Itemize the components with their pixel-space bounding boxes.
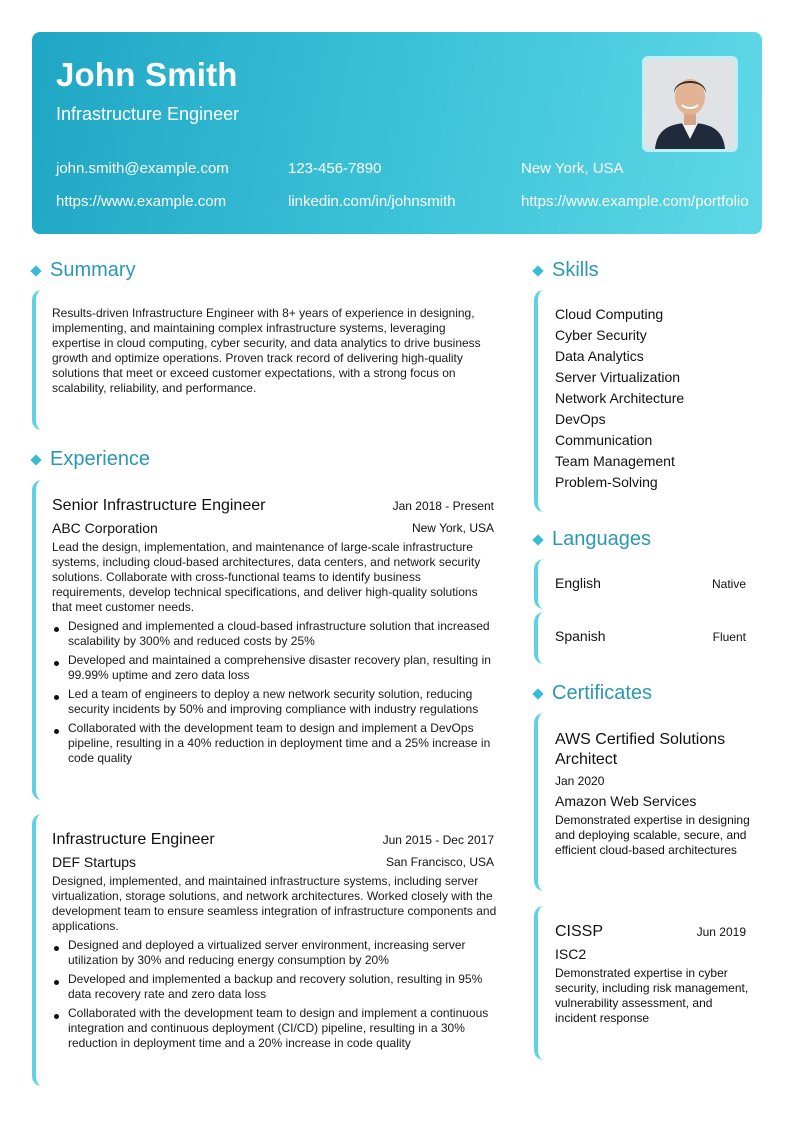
certificate-issuer: ISC2 (555, 946, 587, 962)
language-name: English (555, 575, 601, 591)
diamond-icon (532, 688, 543, 699)
candidate-role: Infrastructure Engineer (56, 104, 240, 124)
contact-website[interactable]: https://www.example.com (56, 193, 227, 210)
summary-heading-label: Summary (50, 259, 136, 281)
language-name: Spanish (555, 628, 606, 644)
summary-text: Results-driven Infrastructure Engineer with 8+ years of experience in designing, implementing, and maintaining complex infrastructure systems, leveraging expertise in cloud computing, cyber security, and data analytics to drive business growth and optimize operations. Proven track record of delivering high-quality solutions that meet or exceed customer expectations, with a strong focus on scalability, reliability, and performance. (52, 306, 481, 395)
certificate-border (534, 906, 548, 1060)
job-company: ABC Corporation (52, 520, 158, 536)
skill-item: Server Virtualization (555, 369, 681, 385)
certificate-description: Demonstrated expertise in designing and deploying scalable, secure, and efficient cloud-based architectures (555, 813, 750, 857)
contact-phone[interactable]: 123-456-7890 (288, 160, 382, 177)
resume-header (32, 32, 762, 234)
contact-location: New York, USA (521, 160, 624, 177)
list-item: Collaborated with the development team to design and implement a DevOps pipeline, resulting in a 40% reduction in deployment time and a 25% increase in code quality (52, 721, 497, 766)
job-achievements (52, 619, 497, 770)
contact-portfolio[interactable]: https://www.example.com/portfolio (521, 193, 749, 210)
contact-email[interactable]: john.smith@example.com (56, 160, 229, 177)
job-dates: Jan 2018 - Present (392, 499, 494, 513)
experience-heading-label: Experience (50, 448, 151, 470)
skills-border (534, 290, 548, 512)
certificate-date: Jan 2020 (555, 774, 605, 788)
experience-heading (30, 448, 150, 471)
profile-photo-image (645, 59, 735, 149)
job-border (32, 480, 46, 800)
contact-linkedin[interactable]: linkedin.com/in/johnsmith (288, 193, 456, 210)
certificate-issuer: Amazon Web Services (555, 793, 697, 809)
diamond-icon (532, 534, 543, 545)
summary-heading (30, 259, 136, 282)
language-level: Fluent (712, 630, 746, 644)
job-title: Infrastructure Engineer (52, 831, 215, 848)
skill-item: Problem-Solving (555, 474, 658, 490)
job-company: DEF Startups (52, 854, 137, 870)
skill-item: Cyber Security (555, 327, 647, 343)
summary-border (32, 290, 46, 430)
languages-heading-label: Languages (552, 528, 651, 550)
skills-heading (532, 259, 599, 282)
certificates-heading (532, 682, 652, 705)
skill-item: Team Management (555, 453, 675, 469)
certificate-description: Demonstrated expertise in cyber security, including risk management, vulnerability assessment, and incident response (555, 966, 749, 1025)
languages-heading (532, 528, 651, 551)
job-achievements (52, 938, 497, 1055)
job-border (32, 814, 46, 1086)
certificate-title: CISSP (555, 923, 604, 940)
job-description: Designed, implemented, and maintained infrastructure systems, including server virtualization, storage solutions, and network architectures. Worked closely with the development team to ensure seamless integration of infrastructure components and applications. (52, 874, 497, 933)
skill-item: DevOps (555, 411, 606, 427)
list-item: Designed and implemented a cloud-based infrastructure solution that increased scalability by 300% and reduced costs by 25% (52, 619, 497, 649)
skill-item: Communication (555, 432, 653, 448)
language-border (534, 612, 548, 664)
job-location: New York, USA (411, 521, 494, 535)
candidate-name: John Smith (56, 56, 238, 93)
diamond-icon (30, 265, 41, 276)
skill-item: Data Analytics (555, 348, 644, 364)
language-border (534, 559, 548, 609)
list-item: Developed and maintained a comprehensive disaster recovery plan, resulting in 99.99% uptime and zero data loss (52, 653, 497, 683)
job-description: Lead the design, implementation, and maintenance of large-scale infrastructure systems, including cloud-based architectures, data centers, and network security solutions. Collaborate with cross-functional teams to identify business requirements, develop technical specifications, and deliver high-quality solutions that meet customer needs. (52, 540, 481, 614)
job-location: San Francisco, USA (385, 855, 494, 869)
skill-item: Network Architecture (555, 390, 685, 406)
certificate-border (534, 713, 548, 891)
skill-item: Cloud Computing (555, 306, 664, 322)
diamond-icon (30, 454, 41, 465)
list-item: Developed and implemented a backup and recovery solution, resulting in 95% data recovery rate and zero data loss (52, 972, 497, 1002)
certificate-title: AWS Certified Solutions Architect (555, 731, 726, 768)
profile-photo (642, 56, 738, 152)
job-dates: Jun 2015 - Dec 2017 (382, 833, 494, 847)
list-item: Designed and deployed a virtualized server environment, increasing server utilization by 30% and reducing energy consumption by 20% (52, 938, 497, 968)
job-title: Senior Infrastructure Engineer (52, 497, 266, 514)
diamond-icon (532, 265, 543, 276)
language-level: Native (711, 577, 746, 591)
certificate-date: Jun 2019 (696, 925, 746, 939)
list-item: Led a team of engineers to deploy a new network security solution, reducing security incidents by 50% and improving compliance with industry regulations (52, 687, 497, 717)
list-item: Collaborated with the development team to design and implement a continuous integration and continuous deployment (CI/CD) pipeline, resulting in a 30% reduction in deployment time and a 20% increase in code quality (52, 1006, 497, 1051)
skills-heading-label: Skills (552, 259, 599, 281)
certificates-heading-label: Certificates (552, 682, 653, 704)
